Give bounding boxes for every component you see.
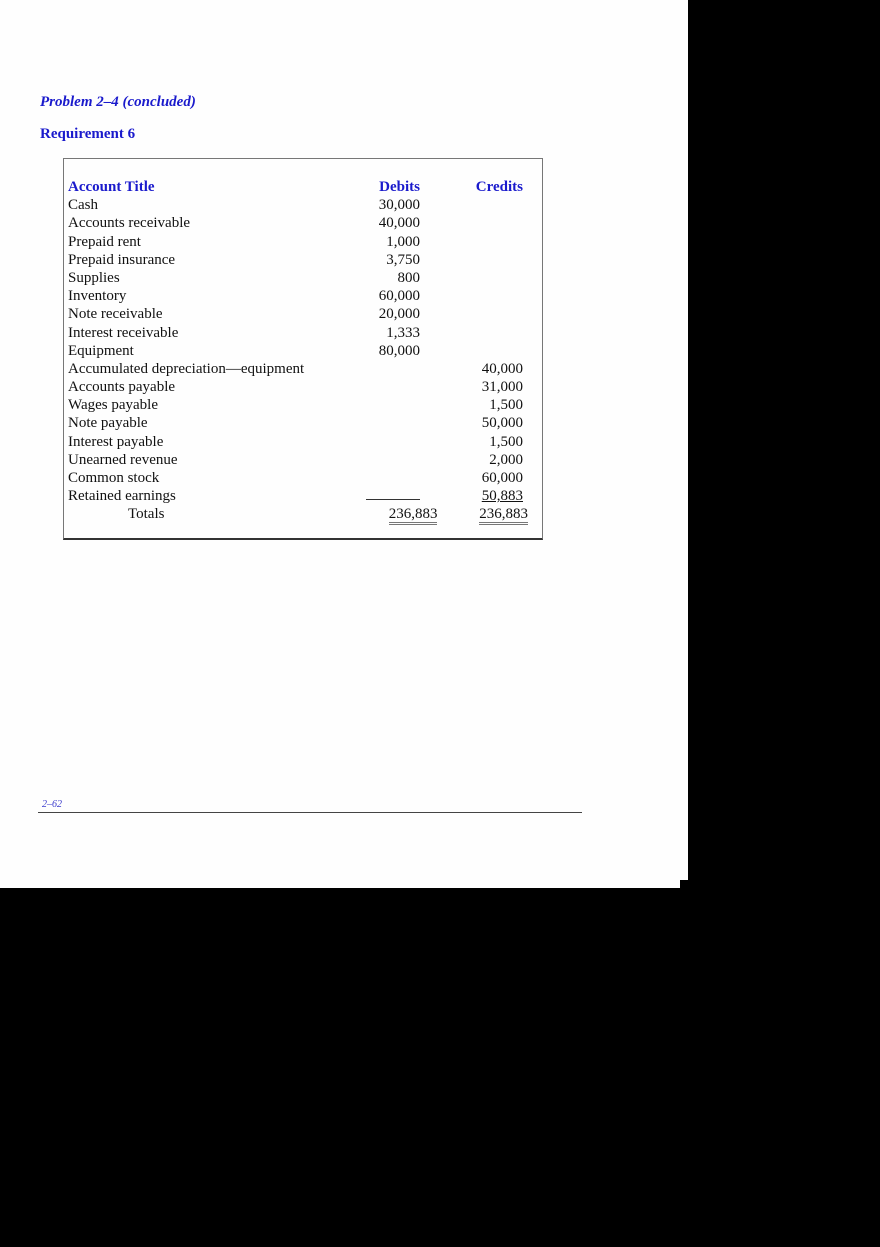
page-number: 2–62 — [42, 799, 62, 810]
credit-amount: 1,500 — [489, 397, 523, 414]
total-debits: 236,883 — [389, 507, 438, 525]
account-title: Retained earnings — [68, 488, 176, 505]
credit-amount — [420, 342, 523, 360]
header-account-title: Account Title — [68, 179, 155, 195]
account-title: Wages payable — [68, 397, 158, 414]
credit-amount: 60,000 — [481, 470, 523, 486]
debit-amount: 40,000 — [378, 215, 420, 232]
header-credits: Credits — [475, 179, 523, 195]
table-row — [68, 196, 528, 214]
debit-amount — [358, 487, 420, 505]
debit-amount — [358, 451, 420, 469]
debit-amount: 1,333 — [386, 324, 420, 341]
table-row — [68, 396, 528, 414]
debit-amount — [358, 360, 420, 378]
credit-amount — [420, 269, 523, 287]
table-row — [68, 305, 528, 323]
account-title: Accounts receivable — [68, 215, 191, 232]
problem-heading: Problem 2–4 (concluded) — [40, 94, 196, 110]
credit-amount: 50,883 — [481, 488, 523, 505]
trial-balance-table — [68, 178, 528, 524]
account-title: Equipment — [68, 342, 134, 359]
debit-amount — [358, 414, 420, 432]
credit-amount — [420, 233, 523, 251]
credit-amount: 1,500 — [489, 433, 523, 450]
account-title: Common stock — [68, 470, 160, 486]
debit-amount — [358, 433, 420, 451]
credit-amount — [420, 251, 523, 269]
account-title: Interest receivable — [68, 324, 179, 341]
table-row — [68, 414, 528, 432]
table-header — [68, 178, 528, 196]
credit-amount — [420, 196, 523, 214]
header-debits: Debits — [379, 179, 420, 195]
account-title: Supplies — [68, 269, 120, 286]
footer-rule — [38, 812, 582, 813]
account-title: Unearned revenue — [68, 451, 178, 468]
debit-amount: 30,000 — [378, 197, 420, 214]
debit-amount: 3,750 — [386, 251, 420, 268]
debit-amount — [358, 378, 420, 396]
credit-amount: 2,000 — [489, 451, 523, 468]
table-row — [68, 214, 528, 232]
table-row — [68, 378, 528, 396]
account-title: Accumulated depreciation—equipment — [68, 360, 305, 377]
account-title: Prepaid insurance — [68, 251, 176, 268]
credit-amount: 40,000 — [481, 360, 523, 377]
credit-amount — [420, 324, 523, 342]
account-title: Interest payable — [68, 433, 164, 450]
credit-amount — [420, 287, 523, 305]
totals-row — [68, 505, 528, 523]
table-row — [68, 360, 528, 378]
table-row — [68, 342, 528, 360]
requirement-heading: Requirement 6 — [40, 126, 136, 142]
account-title: Note payable — [68, 415, 148, 432]
table-row — [68, 233, 528, 251]
table-row — [68, 287, 528, 305]
table-row — [68, 487, 528, 505]
table-row — [68, 251, 528, 269]
table-row — [68, 269, 528, 287]
debit-amount: 20,000 — [378, 306, 420, 323]
table-row — [68, 433, 528, 451]
debit-amount: 1,000 — [386, 233, 420, 250]
debit-amount: 60,000 — [378, 288, 420, 305]
account-title: Cash — [68, 197, 98, 214]
table-row — [68, 451, 528, 469]
totals-label: Totals — [128, 506, 165, 523]
credit-amount — [420, 305, 523, 323]
table-row — [68, 469, 528, 487]
debit-amount — [358, 469, 420, 487]
account-title: Accounts payable — [68, 379, 176, 396]
debit-amount: 800 — [397, 269, 420, 286]
credit-amount: 50,000 — [481, 415, 523, 432]
account-title: Prepaid rent — [68, 233, 141, 250]
page-edge — [0, 880, 680, 888]
table-row — [68, 324, 528, 342]
credit-amount: 31,000 — [481, 379, 523, 396]
credit-amount — [420, 214, 523, 232]
debit-amount: 80,000 — [378, 342, 420, 359]
total-credits: 236,883 — [479, 507, 528, 525]
account-title: Inventory — [68, 288, 127, 305]
debit-amount — [358, 396, 420, 414]
account-title: Note receivable — [68, 306, 163, 323]
